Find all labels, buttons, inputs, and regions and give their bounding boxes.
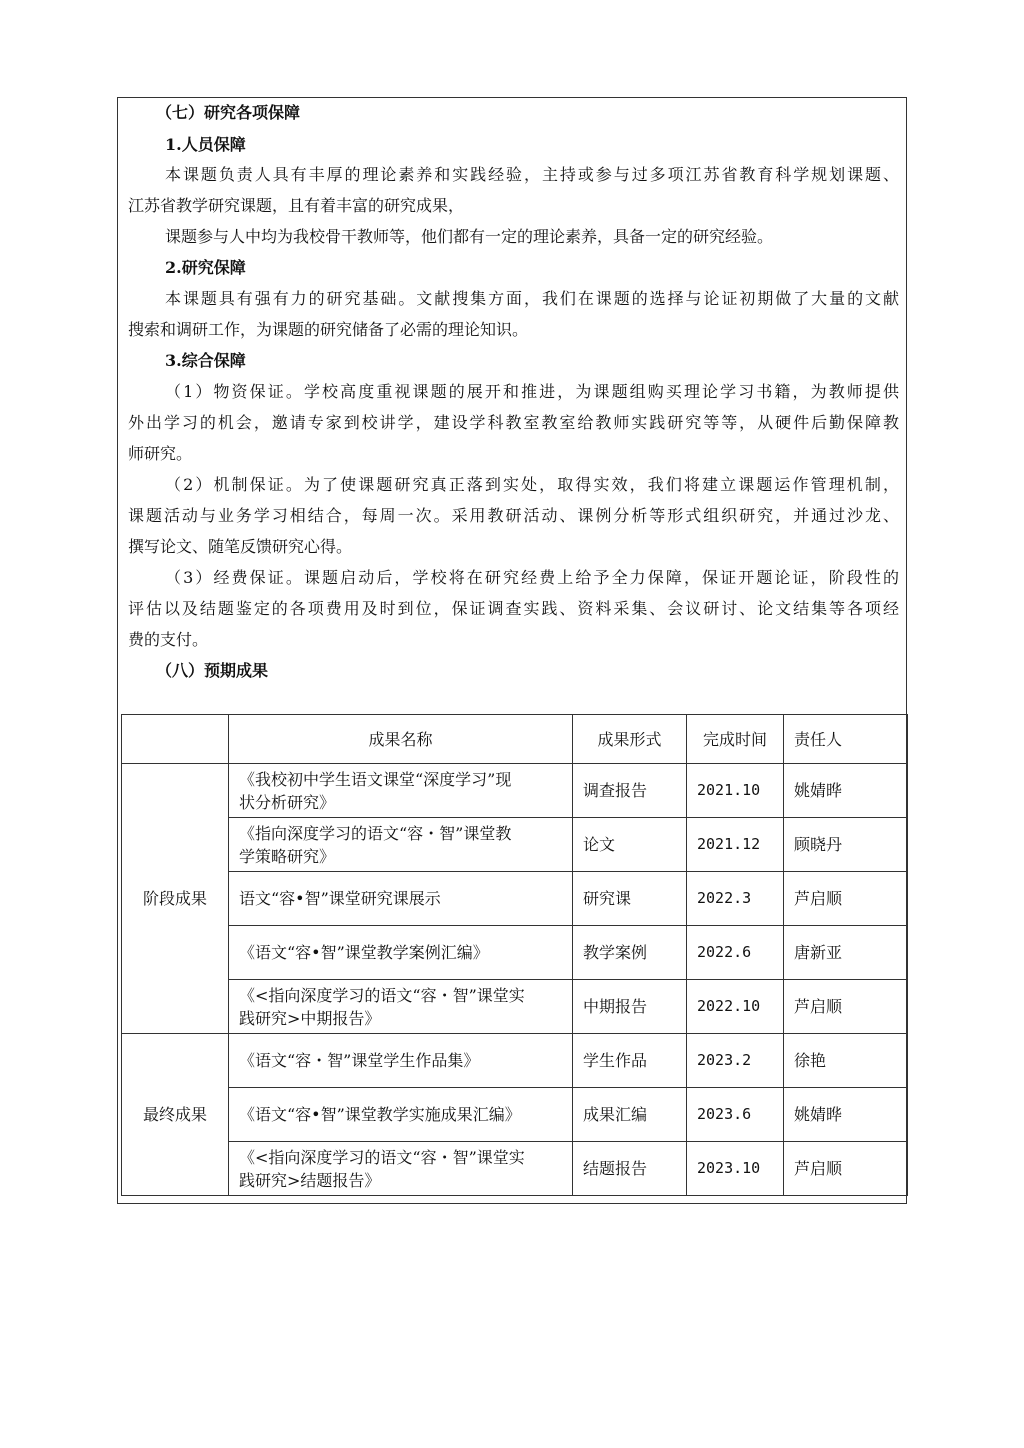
result-person: 芦启顺 — [784, 980, 908, 1034]
result-date: 2023.10 — [687, 1142, 784, 1196]
stage-label-phase: 阶段成果 — [122, 764, 229, 1034]
result-name: 《我校初中学生语文课堂“深度学习”现 状分析研究》 — [229, 764, 573, 818]
p3-a-line-3: 师研究。 — [128, 444, 193, 463]
table-row — [122, 1088, 908, 1142]
result-name: 《语文“容•智”课堂教学实施成果汇编》 — [229, 1088, 573, 1142]
p3-title: 3.综合保障 — [165, 351, 246, 370]
p1-title: 1.人员保障 — [165, 135, 246, 154]
result-person: 顾晓丹 — [784, 818, 908, 872]
p2-line-2: 搜索和调研工作，为课题的研究储备了必需的理论知识。 — [128, 320, 529, 339]
result-name: 语文“容•智”课堂研究课展示 — [229, 872, 573, 926]
p3-c-line-3: 费的支付。 — [128, 630, 209, 649]
header-stage — [122, 715, 229, 764]
result-form: 中期报告 — [573, 980, 687, 1034]
result-date: 2021.10 — [687, 764, 784, 818]
p3-c-line-1: （3）经费保证。课题启动后，学校将在研究经费上给予全力保障，保证开题论证，阶段性的 — [165, 568, 899, 587]
stage-label-final: 最终成果 — [122, 1034, 229, 1196]
p1-line-2: 江苏省教学研究课题，且有着丰富的研究成果， — [128, 196, 465, 215]
result-person: 唐新亚 — [784, 926, 908, 980]
p3-c-line-2: 评估以及结题鉴定的各项费用及时到位，保证调查实践、资料采集、会议研讨、论文结集等各项经 — [128, 599, 899, 618]
header-person: 责任人 — [784, 715, 908, 764]
result-name: 《<指向深度学习的语文“容・智”课堂实 践研究>中期报告》 — [229, 980, 573, 1034]
result-date: 2023.2 — [687, 1034, 784, 1088]
header-date: 完成时间 — [687, 715, 784, 764]
result-name: 《<指向深度学习的语文“容・智”课堂实 践研究>结题报告》 — [229, 1142, 573, 1196]
table-row — [122, 1142, 908, 1196]
result-name: 《指向深度学习的语文“容・智”课堂教 学策略研究》 — [229, 818, 573, 872]
p1-line-3: 课题参与人中均为我校骨干教师等，他们都有一定的理论素养，具备一定的研究经验。 — [165, 227, 774, 246]
result-date: 2022.10 — [687, 980, 784, 1034]
result-form: 调查报告 — [573, 764, 687, 818]
result-name: 《语文“容•智”课堂教学案例汇编》 — [229, 926, 573, 980]
result-form: 论文 — [573, 818, 687, 872]
result-form: 结题报告 — [573, 1142, 687, 1196]
result-form: 研究课 — [573, 872, 687, 926]
result-person: 姚婧晔 — [784, 764, 908, 818]
result-person: 徐艳 — [784, 1034, 908, 1088]
p3-a-line-2: 外出学习的机会，邀请专家到校讲学，建设学科教室教室给教师实践研究等等，从硬件后勤保障教 — [128, 413, 899, 432]
result-person: 芦启顺 — [784, 872, 908, 926]
result-date: 2022.6 — [687, 926, 784, 980]
result-date: 2023.6 — [687, 1088, 784, 1142]
result-form: 教学案例 — [573, 926, 687, 980]
result-date: 2022.3 — [687, 872, 784, 926]
expected-results-table — [121, 714, 908, 1196]
table-row — [122, 818, 908, 872]
section-7-heading: （七）研究各项保障 — [156, 103, 301, 122]
result-person: 姚婧晔 — [784, 1088, 908, 1142]
p3-b-line-3: 撰写论文、随笔反馈研究心得。 — [128, 537, 353, 556]
result-date: 2021.12 — [687, 818, 784, 872]
table-row — [122, 764, 908, 818]
result-person: 芦启顺 — [784, 1142, 908, 1196]
p3-b-line-2: 课题活动与业务学习相结合，每周一次。采用教研活动、课例分析等形式组织研究，并通过沙龙、 — [128, 506, 899, 525]
p3-b-line-1: （2）机制保证。为了使课题研究真正落到实处，取得实效，我们将建立课题运作管理机制， — [165, 475, 899, 494]
p3-a-line-1: （1）物资保证。学校高度重视课题的展开和推进，为课题组购买理论学习书籍，为教师提供 — [165, 382, 899, 401]
table-row — [122, 872, 908, 926]
section-8-heading: （八）预期成果 — [156, 661, 269, 680]
table-header-row — [122, 715, 908, 764]
document-frame — [117, 97, 907, 1204]
p2-line-1: 本课题具有强有力的研究基础。文献搜集方面，我们在课题的选择与论证初期做了大量的文献 — [165, 289, 899, 308]
table-row — [122, 980, 908, 1034]
p1-line-1: 本课题负责人具有丰厚的理论素养和实践经验，主持或参与过多项江苏省教育科学规划课题、 — [165, 165, 899, 184]
table-row — [122, 1034, 908, 1088]
header-form: 成果形式 — [573, 715, 687, 764]
result-name: 《语文“容・智”课堂学生作品集》 — [229, 1034, 573, 1088]
table-row — [122, 926, 908, 980]
result-form: 成果汇编 — [573, 1088, 687, 1142]
p2-title: 2.研究保障 — [165, 258, 246, 277]
result-form: 学生作品 — [573, 1034, 687, 1088]
header-name: 成果名称 — [229, 715, 573, 764]
